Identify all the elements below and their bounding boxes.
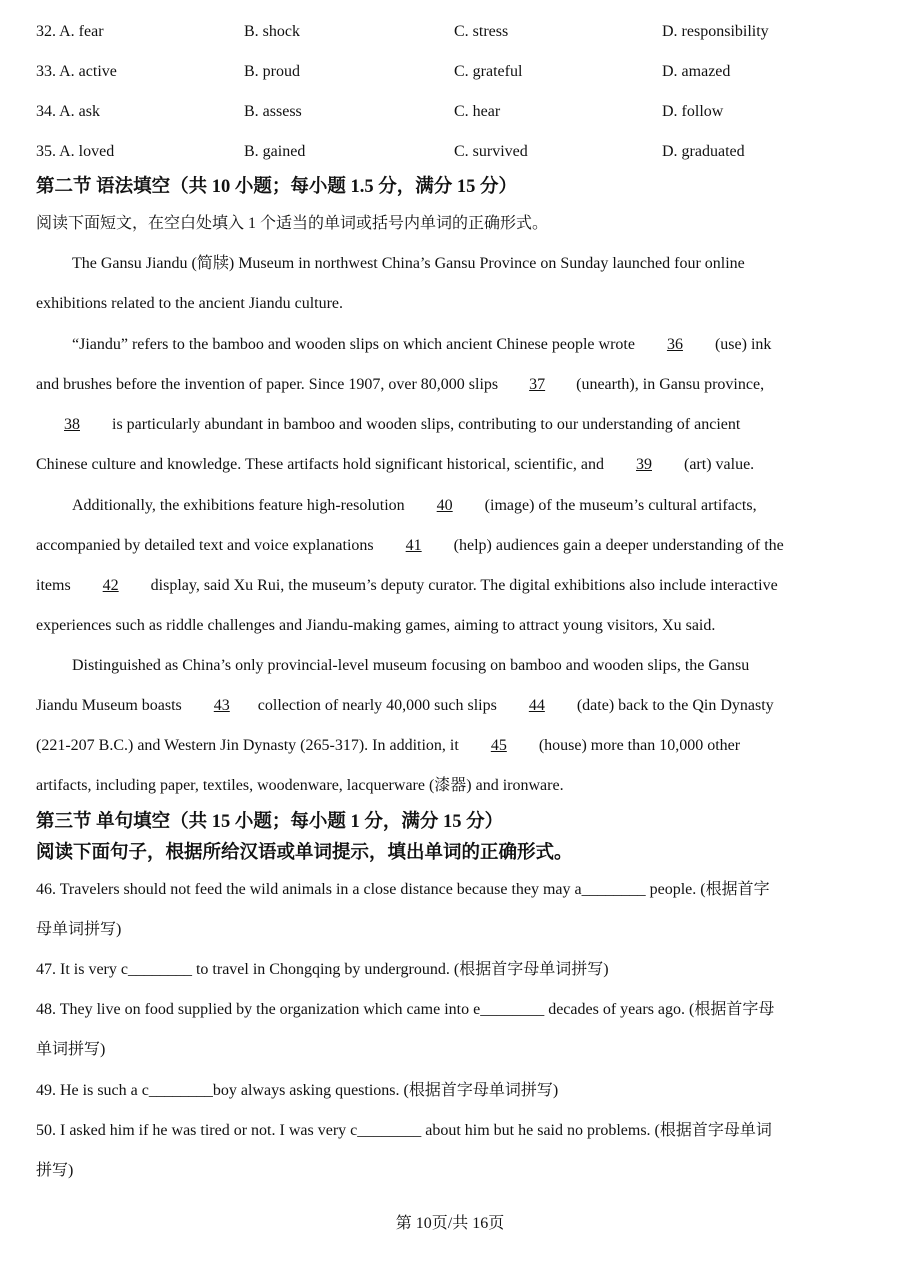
text: accompanied by detailed text and voice explanations	[36, 537, 378, 554]
option-c: C. stress	[454, 23, 509, 40]
question-47: 47. It is very c________ to travel in Chongqing by underground. (根据首字母单词拼写)	[36, 961, 609, 978]
section3-heading: 第三节 单句填空（共 15 小题；每小题 1 分，满分 15 分）	[36, 812, 504, 832]
question-48-cont: 单词拼写)	[36, 1041, 106, 1058]
blank-37[interactable]: 37	[529, 376, 546, 393]
passage-line	[36, 534, 876, 558]
section2-heading: 第二节 语法填空（共 10 小题；每小题 1.5 分，满分 15 分）	[36, 177, 518, 197]
text: “Jiandu” refers to the bamboo and wooden slips on which ancient Chinese people wrote	[72, 336, 639, 353]
option-c: C. grateful	[454, 63, 523, 80]
passage-line: experiences such as riddle challenges and Jiandu-making games, aiming to attract young visitors, Xu said.	[36, 617, 716, 634]
option-row-35	[36, 140, 876, 164]
text: Jiandu Museum boasts	[36, 697, 186, 714]
text: (house) more than 10,000 other	[534, 737, 741, 754]
blank-41[interactable]: 41	[405, 537, 422, 554]
option-d: D. amazed	[662, 63, 731, 80]
section2-instruction: 阅读下面短文，在空白处填入 1 个适当的单词或括号内单词的正确形式。	[36, 215, 549, 232]
question-49: 49. He is such a c________boy always asking questions. (根据首字母单词拼写)	[36, 1082, 559, 1099]
option-row-33	[36, 60, 876, 84]
text: Chinese culture and knowledge. These artifacts hold significant historical, scientific, and	[36, 456, 608, 473]
option-b: B. proud	[244, 63, 300, 80]
passage-line	[36, 574, 876, 598]
passage-line	[36, 453, 876, 477]
text: is particularly abundant in bamboo and wooden slips, contributing to our understanding of ancient	[108, 416, 741, 433]
option-c: C. survived	[454, 143, 528, 160]
text: (221-207 B.C.) and Western Jin Dynasty (265-317). In addition, it	[36, 737, 463, 754]
option-a: 32. A. fear	[36, 23, 104, 40]
option-a: 35. A. loved	[36, 143, 115, 160]
text: (image) of the museum’s cultural artifacts,	[480, 497, 757, 514]
passage-line: artifacts, including paper, textiles, woodenware, lacquerware (漆器) and ironware.	[36, 777, 564, 794]
text: and brushes before the invention of paper. Since 1907, over 80,000 slips	[36, 376, 503, 393]
option-row-34	[36, 100, 876, 124]
blank-38[interactable]: 38	[64, 416, 80, 433]
passage-line: The Gansu Jiandu (简牍) Museum in northwest China’s Gansu Province on Sunday launched four online	[72, 255, 745, 272]
text: (use) ink	[710, 336, 772, 353]
passage-line	[36, 373, 876, 397]
option-b: B. shock	[244, 23, 300, 40]
passage-line: exhibitions related to the ancient Jiandu culture.	[36, 295, 344, 312]
blank-36[interactable]: 36	[666, 336, 683, 353]
question-50-cont: 拼写)	[36, 1162, 74, 1179]
text: (art) value.	[679, 456, 755, 473]
text: collection of nearly 40,000 such slips	[257, 697, 501, 714]
option-b: B. assess	[244, 103, 302, 120]
question-48: 48. They live on food supplied by the organization which came into e________ decades of years ago. (根据首字母	[36, 1001, 775, 1018]
option-a: 34. A. ask	[36, 103, 100, 120]
blank-40[interactable]: 40	[436, 497, 453, 514]
passage-line: Distinguished as China’s only provincial-level museum focusing on bamboo and wooden slips, the Gansu	[72, 657, 750, 674]
section3-instruction: 阅读下面句子，根据所给汉语或单词提示，填出单词的正确形式。	[36, 843, 573, 863]
question-46: 46. Travelers should not feed the wild animals in a close distance because they may a________ people. (根据首字	[36, 881, 770, 898]
blank-45[interactable]: 45	[490, 737, 507, 754]
text: (unearth), in Gansu province,	[572, 376, 765, 393]
passage-line	[72, 333, 876, 357]
passage-line	[36, 694, 876, 718]
blank-39[interactable]: 39	[635, 456, 652, 473]
question-46-cont: 母单词拼写)	[36, 921, 122, 938]
option-a: 33. A. active	[36, 63, 117, 80]
page-footer: 第 10页/共 16页	[395, 1215, 505, 1232]
passage-line	[72, 494, 876, 518]
text: display, said Xu Rui, the museum’s deputy curator. The digital exhibitions also include interactive	[146, 577, 778, 594]
option-row-32	[36, 20, 876, 44]
text: Additionally, the exhibitions feature high-resolution	[72, 497, 409, 514]
passage-line	[36, 734, 876, 758]
passage-line	[36, 413, 876, 437]
option-d: D. graduated	[662, 143, 745, 160]
question-50: 50. I asked him if he was tired or not. I was very c________ about him but he said no problems. (根据首字母单词	[36, 1122, 772, 1139]
option-d: D. responsibility	[662, 23, 769, 40]
text: items	[36, 577, 75, 594]
blank-42[interactable]: 42	[102, 577, 119, 594]
text: (help) audiences gain a deeper understanding of the	[449, 537, 784, 554]
blank-43[interactable]: 43	[213, 697, 230, 714]
option-d: D. follow	[662, 103, 724, 120]
option-c: C. hear	[454, 103, 501, 120]
blank-44[interactable]: 44	[528, 697, 545, 714]
text: (date) back to the Qin Dynasty	[572, 697, 774, 714]
option-b: B. gained	[244, 143, 306, 160]
